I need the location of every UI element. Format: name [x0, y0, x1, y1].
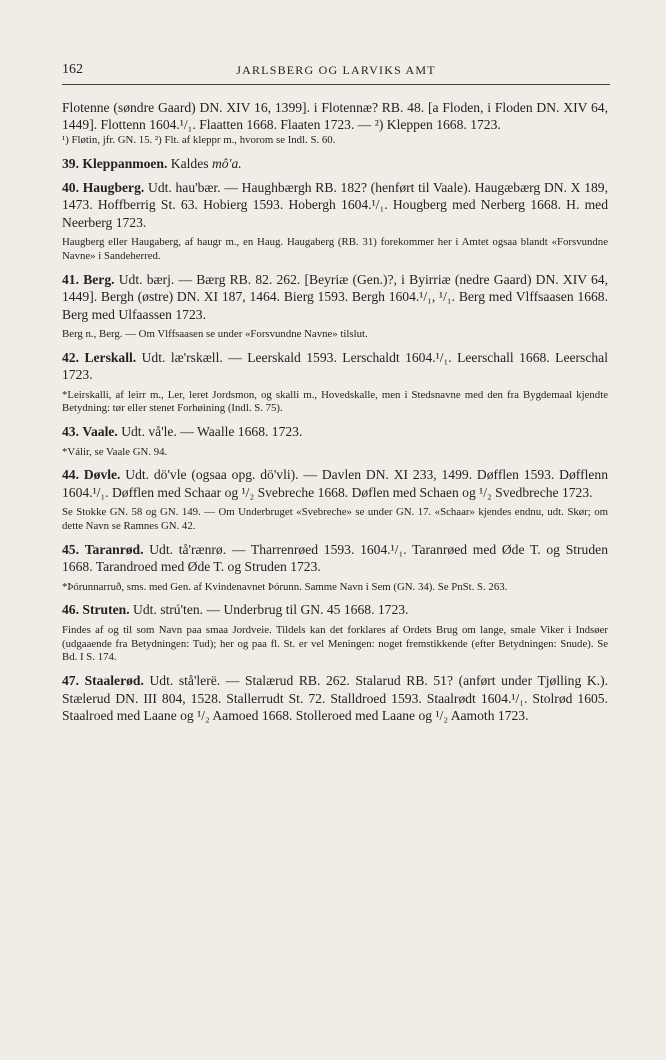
entry-number: 42.	[62, 349, 79, 365]
entry-42	[62, 349, 608, 384]
entry-head: Staalerød.	[84, 673, 144, 689]
entry-text: Kaldes	[167, 155, 212, 171]
entry-42-note: *Leirskalli, af leirr m., Ler, leret Jordsmon, og skalli m., Hovedskalle, men i Stedsnavne med den fra Bygdemaal kjendte Betydning: tør eller stenet Forhøining (Indl. S. 75).	[62, 388, 608, 415]
entry-head: Vaale.	[82, 424, 118, 440]
entry-head: Haugberg.	[82, 180, 145, 196]
entry-40	[62, 179, 608, 231]
entry-text: Udt. bærj. — Bærg RB. 82. 262. [Beyriæ (Gen.)?, i Byirriæ (nedre Gaard) DN. XIV 64, 1449]. Bergh (østre) DN. XI 187, 1464. Bierg 1593. Bergh 1604.¹/₁, ¹/₁. Berg med Vlffsaasen 1668. Berg med Ulfaassen 1723.	[62, 271, 608, 322]
entry-43-note: *Válir, se Vaale GN. 94.	[62, 445, 168, 458]
entry-head: Taranrød.	[84, 541, 144, 557]
entry-41	[62, 271, 608, 323]
entry-text: Udt. strú'ten. — Underbrug til GN. 45 1668. 1723.	[133, 602, 409, 618]
entry-number: 40.	[62, 180, 79, 196]
entry-number: 46.	[62, 602, 79, 618]
entry-39	[62, 155, 608, 172]
entry-46-note: Findes af og til som Navn paa smaa Jordveie. Tildels kan det forklares af Ordets Brug om lange, smale Viker i Indsøer (udgaaende fra Betydningen: Tud); her og paa fl. St. er vel Meningen: noget fremstikkende (efter Betydningen: Snude). Se Bd. I S. 174.	[62, 623, 608, 664]
entry-continuation: Flotenne (søndre Gaard) DN. XIV 16, 1399]. i Flotennæ? RB. 48. [a Floden, i Floden DN. XIV 64, 1449]. Flottenn 1604.¹/₁. Flaatten 1668. Flaaten 1723. — ²) Kleppen 1668. 1723.	[62, 100, 608, 133]
page-header	[62, 62, 610, 85]
entry-45-note: *Þórunnarruð, sms. med Gen. af Kvindenavnet Þórunn. Samme Navn i Sem (GN. 34). Se PnSt. S. 263.	[62, 580, 508, 593]
entry-number: 39.	[62, 155, 79, 171]
entry-number: 41.	[62, 271, 79, 287]
entry-text: Udt. hau'bær. — Haughbærgh RB. 182? (henført til Vaale). Haugæbærg DN. X 189, 1473. Hoffberrig St. 63. Hobierg 1593. Hobergh 1604.¹/₁. Hougberg med Nerberg 1668. H. med Neerberg 1723.	[62, 180, 608, 230]
entry-number: 44.	[62, 467, 79, 483]
entry-44-note: Se Stokke GN. 58 og GN. 149. — Om Underbruget «Svebreche» se under GN. 17. «Schaar» kjendes endnu, udt. Skør; om dette Navn se Ramnes GN. 42.	[62, 506, 608, 533]
entry-number: 45.	[62, 541, 79, 557]
entry-text: Udt. læ'rskæll. — Leerskald 1593. Lerschaldt 1604.¹/₁. Leerschall 1668. Leerschal 1723.	[62, 349, 608, 383]
entry-45	[62, 541, 608, 576]
entry-head: Struten.	[82, 602, 130, 618]
entries	[62, 99, 608, 724]
entry-text: Udt. tå'rænrø. — Tharrenrøed 1593. 1604.¹/₁. Taranrøed med Øde T. og Struden 1668. Tarandroed med Øde T. og Struden 1723.	[62, 541, 608, 575]
entry-pronunciation: mô'a.	[211, 155, 242, 171]
entry-head: Lerskall.	[84, 349, 137, 365]
entry-text: Udt. dö'vle (ogsaa opg. dö'vli). — Davlen DN. XI 233, 1499. Døfflen 1593. Døfflenn 1604.¹/₁. Døfflen med Schaar og ¹/₂ Svebreche 1668. Døflen med Schaen og ¹/₂ Svedbreche 1723.	[62, 467, 608, 500]
entry-46	[62, 601, 608, 618]
entry-number: 43.	[62, 424, 79, 440]
running-title: JARLSBERG OG LARVIKS AMT	[236, 63, 436, 77]
footnote: ¹) Fløtin, jfr. GN. 15. ²) Flt. af kleppr m., hvorom se Indl. S. 60.	[62, 133, 336, 146]
entry-text: Udt. vå'le. — Waalle 1668. 1723.	[121, 424, 303, 440]
entry-44	[62, 466, 608, 501]
entry-41-note: Berg n., Berg. — Om Vlffsaasen se under «Forsvundne Navne» tilslut.	[62, 328, 368, 341]
entry-43	[62, 423, 608, 440]
page-number: 162	[62, 62, 83, 77]
entry-number: 47.	[62, 673, 79, 689]
entry-head: Døvle.	[83, 467, 121, 483]
entry-head: Berg.	[83, 271, 115, 287]
entry-40-note: Haugberg eller Haugaberg, af haugr m., en Haug. Haugaberg (RB. 31) forekommer her i Amtet ogsaa blandt «Forsvundne Navne» i Sandeherred.	[62, 236, 608, 263]
entry-text: Udt. stå'lerë. — Stalærud RB. 262. Stalarud RB. 51? (anført under Tjølling K.). Stælerud DN. III 804, 1528. Stallerrudt St. 72. Stalldroed 1593. Staalrødt 1604.¹/₁. Stolrød 1605. Staalroed med Laane og ¹/₂ Aamoed 1668. Stolleroed med Laane og ¹/₂ Aamoth 1723.	[62, 673, 608, 724]
entry-47	[62, 672, 608, 724]
entry-head: Kleppanmoen.	[82, 155, 168, 171]
